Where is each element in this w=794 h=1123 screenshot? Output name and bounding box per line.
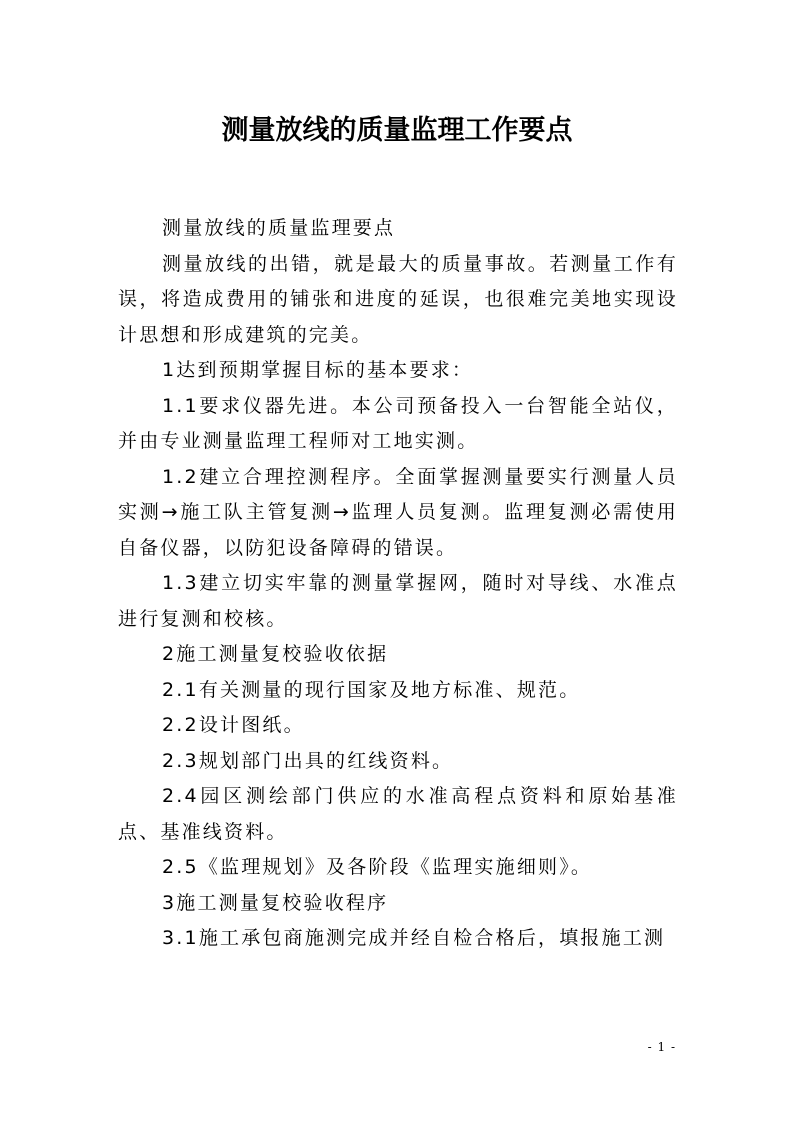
paragraph: 测量放线的出错，就是最大的质量事故。若测量工作有误，将造成费用的铺张和进度的延误，也很难完美地实现设计思想和形成建筑的完美。 [118, 252, 678, 346]
paragraph: 1.2建立合理控测程序。全面掌握测量要实行测量人员实测→施工队主管复测→监理人员复测。监理复测必需使用自备仪器，以防犯设备障碍的错误。 [118, 465, 678, 559]
paragraph: 1达到预期掌握目标的基本要求： [162, 359, 474, 381]
paragraph: 3施工测量复校验收程序 [162, 891, 389, 914]
paragraph: 2.5《监理规划》及各阶段《监理实施细则》。 [162, 856, 593, 878]
paragraph: 测量放线的质量监理要点 [162, 217, 396, 239]
paragraph: 2施工测量复校验收依据 [162, 643, 389, 665]
document-title: 测量放线的质量监理工作要点 [221, 115, 573, 146]
paragraph: 3.1施工承包商施测完成并经自检合格后，填报施工测 [162, 927, 666, 949]
paragraph: 2.2设计图纸。 [162, 714, 305, 736]
paragraph: 1.3建立切实牢靠的测量掌握网，随时对导线、水准点进行复测和校核。 [118, 572, 678, 630]
paragraph: 2.1有关测量的现行国家及地方标准、规范。 [162, 678, 581, 701]
page-number: - 1 - [647, 1040, 676, 1054]
paragraph: 2.4园区测绘部门供应的水准高程点资料和原始基准点、基准线资料。 [118, 785, 678, 843]
paragraph: 2.3规划部门出具的红线资料。 [162, 749, 454, 772]
paragraph: 1.1要求仪器先进。本公司预备投入一台智能全站仪，并由专业测量监理工程师对工地实测。 [118, 394, 678, 452]
document-body [118, 211, 678, 957]
